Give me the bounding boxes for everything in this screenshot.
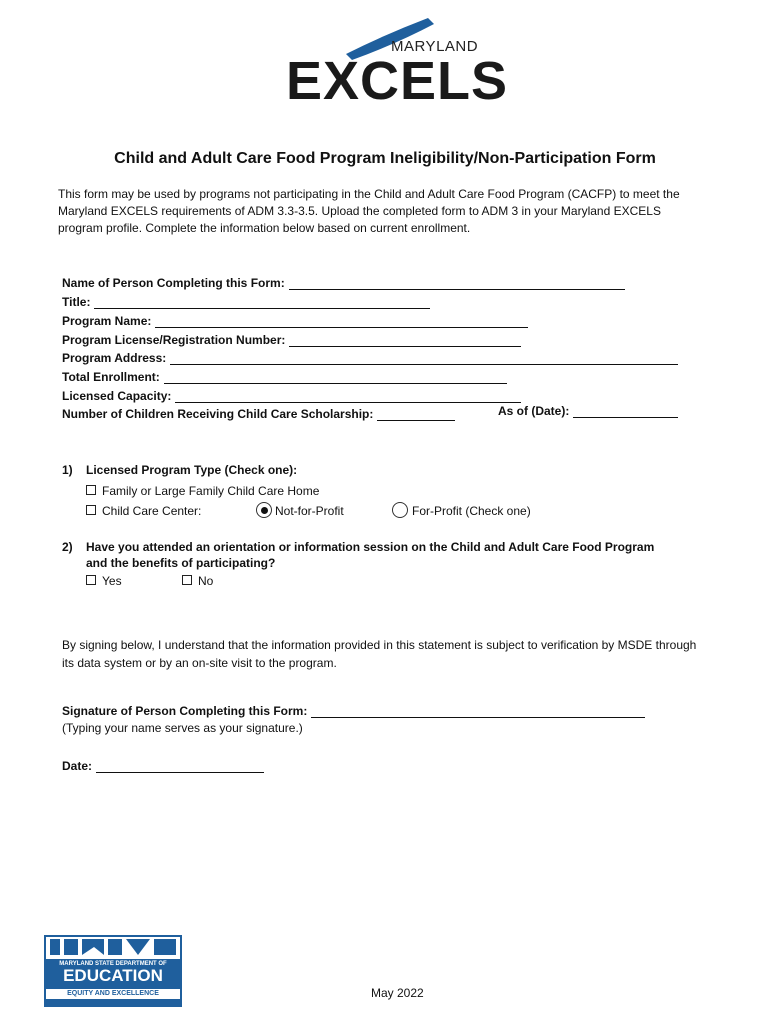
address-label: Program Address: — [62, 351, 167, 365]
date-field — [62, 759, 264, 773]
program-name-input-line[interactable] — [155, 315, 528, 328]
not-for-profit-radio[interactable] — [256, 502, 272, 518]
scholarship-input-line[interactable] — [377, 408, 455, 421]
name-label: Name of Person Completing this Form: — [62, 276, 285, 290]
q2-label-line2: and the benefits of participating? — [86, 556, 276, 570]
enrollment-label: Total Enrollment: — [62, 370, 160, 384]
signature-input-line[interactable] — [311, 705, 645, 718]
name-field — [62, 276, 625, 290]
capacity-label: Licensed Capacity: — [62, 389, 172, 403]
q1-label: Licensed Program Type (Check one): — [86, 463, 298, 477]
q2-label-line1: Have you attended an orientation or information session on the Child and Adult Care Food Program — [86, 540, 655, 554]
msde-line3: EQUITY AND EXCELLENCE — [46, 989, 180, 999]
q1-option-family[interactable] — [86, 484, 319, 498]
as-of-label: As of (Date): — [498, 404, 570, 418]
for-profit-radio[interactable] — [392, 502, 408, 518]
logo-state-text: MARYLAND — [391, 38, 479, 55]
yes-checkbox[interactable] — [86, 575, 96, 585]
scholarship-label: Number of Children Receiving Child Care Scholarship: — [62, 407, 374, 421]
address-field — [62, 351, 678, 365]
intro-text: This form may be used by programs not participating in the Child and Adult Care Food Program (CACFP) to meet the Maryland EXCELS requirements of ADM 3.3-3.5. Upload the completed form to ADM 3 in your Maryland EXCELS program profile. Complete the information below based on current enrollment. — [58, 187, 680, 235]
date-label: Date: — [62, 759, 93, 773]
form-title: Child and Adult Care Food Program Ineligibility/Non-Participation Form — [114, 150, 656, 167]
for-profit-label: For-Profit (Check one) — [412, 504, 531, 518]
enrollment-field — [62, 370, 507, 384]
date-input-line[interactable] — [96, 760, 264, 773]
license-field — [62, 333, 521, 347]
title-input-line[interactable] — [94, 296, 430, 309]
signature-note: (Typing your name serves as your signature.) — [62, 721, 303, 735]
footer-date: May 2022 — [371, 986, 424, 1000]
family-option-label: Family or Large Family Child Care Home — [102, 484, 320, 498]
yes-label: Yes — [102, 574, 122, 588]
signature-label: Signature of Person Completing this Form: — [62, 704, 308, 718]
center-checkbox[interactable] — [86, 505, 96, 515]
no-checkbox[interactable] — [182, 575, 192, 585]
msde-logo — [44, 935, 182, 1007]
msde-flag-icon — [46, 937, 180, 959]
q1-number: 1) — [62, 463, 73, 477]
no-label: No — [198, 574, 214, 588]
license-label: Program License/Registration Number: — [62, 333, 286, 347]
title-field — [62, 295, 430, 309]
q1-option-center[interactable] — [86, 504, 201, 518]
enrollment-input-line[interactable] — [164, 371, 507, 384]
q2-option-yes[interactable] — [86, 574, 122, 588]
not-for-profit-label: Not-for-Profit — [275, 504, 344, 518]
q2-option-no[interactable] — [182, 574, 213, 588]
msde-line1: MARYLAND STATE DEPARTMENT OF — [59, 961, 167, 967]
q2-number: 2) — [62, 540, 73, 554]
as-of-input-line[interactable] — [573, 405, 678, 418]
signature-field — [62, 704, 645, 718]
msde-line2: EDUCATION — [63, 966, 163, 985]
family-checkbox[interactable] — [86, 485, 96, 495]
maryland-excels-logo — [286, 14, 509, 111]
license-input-line[interactable] — [289, 334, 521, 347]
scholarship-field — [62, 407, 455, 421]
msde-text-block — [46, 959, 180, 1005]
center-option-label: Child Care Center: — [102, 504, 202, 518]
name-input-line[interactable] — [289, 277, 625, 290]
capacity-input-line[interactable] — [175, 390, 521, 403]
program-name-field — [62, 314, 528, 328]
attestation-text: By signing below, I understand that the information provided in this statement is subject to verification by MSDE through its data system or by an on-site visit to the program. — [62, 638, 697, 670]
address-input-line[interactable] — [170, 352, 678, 365]
logo-brand-text: EXCELS — [286, 51, 509, 111]
capacity-field — [62, 389, 521, 403]
as-of-field — [498, 404, 678, 418]
program-name-label: Program Name: — [62, 314, 152, 328]
title-label: Title: — [62, 295, 91, 309]
